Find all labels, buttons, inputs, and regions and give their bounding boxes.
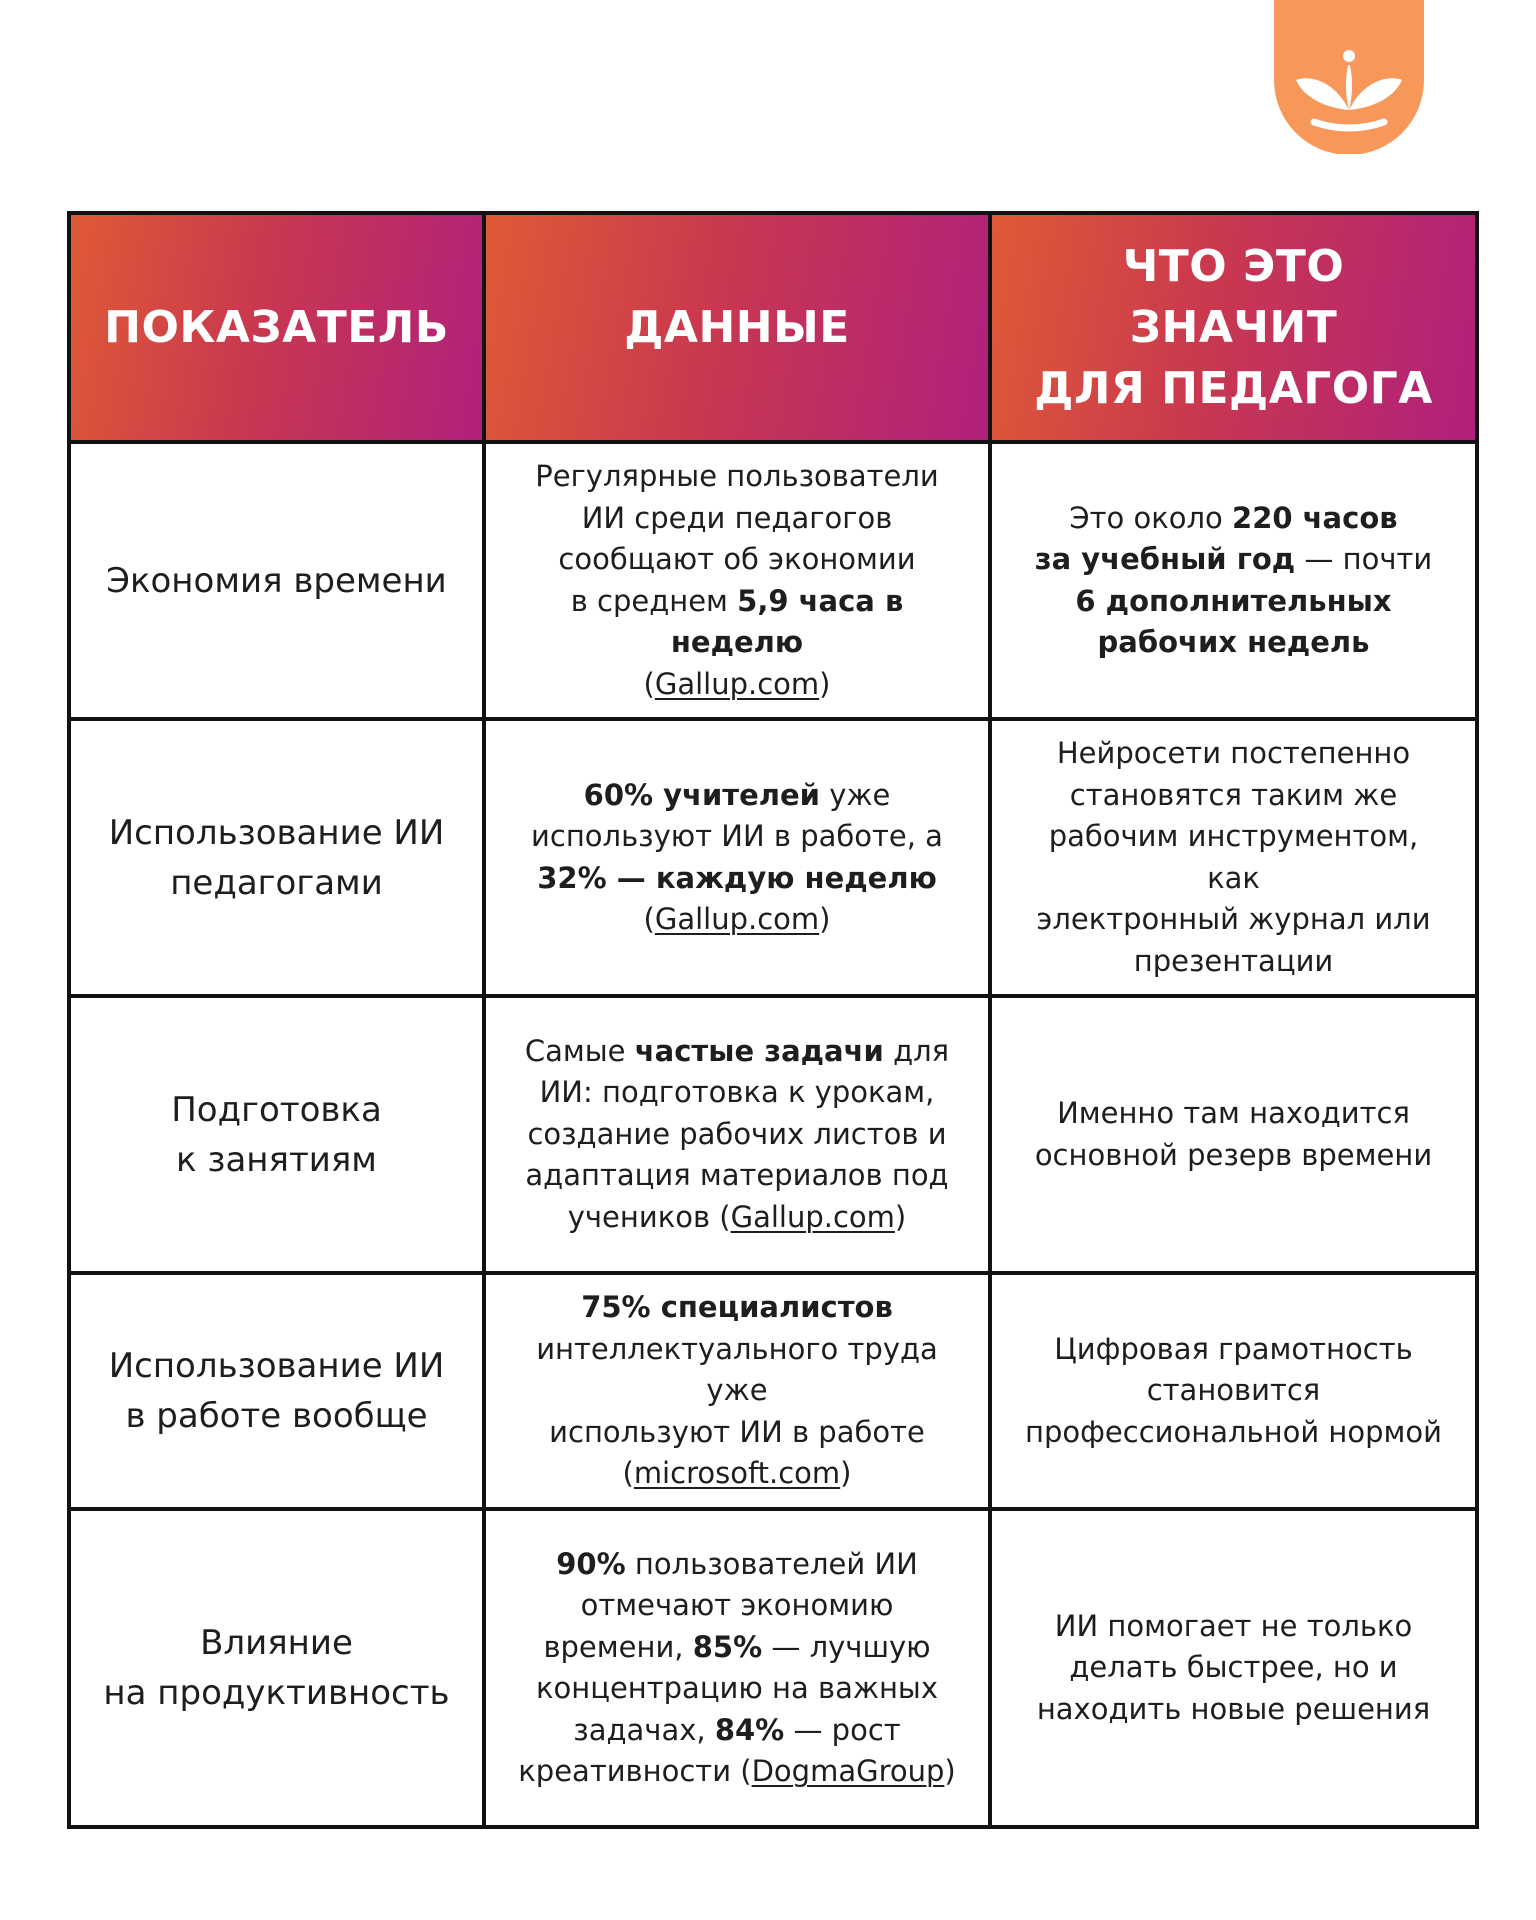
data-text: адаптация материалов под [525,1158,949,1193]
data-text: отмечают экономию [580,1588,894,1622]
table-row [69,996,1477,1273]
indicator-label: в работе вообще [125,1396,428,1436]
comparison-table [67,211,1479,1829]
indicator-cell [69,719,484,996]
meaning-text: Цифровая грамотность [1054,1331,1413,1366]
meaning-cell [990,719,1477,996]
table-row [69,1273,1477,1509]
meaning-highlight: 220 часов [1232,500,1398,535]
meaning-text: Именно там находится [1057,1096,1410,1130]
indicator-label: Использование ИИ [108,812,445,853]
source-link[interactable]: Gallup.com [730,1199,895,1234]
data-text: используют ИИ в работе [549,1414,925,1449]
meaning-text: ИИ помогает не только [1054,1608,1413,1643]
source-paren: ( [719,1199,731,1234]
source-paren: ) [819,666,831,701]
meaning-cell [990,996,1477,1273]
meaning-text: профессиональной нормой [1025,1414,1442,1449]
source-paren: ) [819,902,831,936]
source-link[interactable]: microsoft.com [633,1456,841,1491]
source-paren: ) [840,1456,852,1491]
data-highlight: 60% учителей [583,777,820,812]
data-cell [484,442,990,719]
meaning-text: Это около [1069,500,1233,535]
meaning-text: Нейросети постепенно [1056,736,1411,770]
indicator-cell [69,1509,484,1827]
indicator-cell [69,442,484,719]
indicator-cell [69,996,484,1273]
meaning-text: электронный журнал или [1036,902,1431,936]
source-paren: ( [740,1754,752,1788]
data-text: интеллектуального труда уже [536,1331,938,1408]
indicator-label: Экономия времени [106,560,447,601]
data-text: времени, [543,1629,693,1664]
header-row [69,213,1477,442]
data-text: сообщают об экономии [558,542,916,576]
header-meaning [990,213,1477,442]
data-text: задачах, [573,1712,715,1747]
header-data-label: ДАННЫЕ [624,302,850,353]
source-paren: ) [944,1754,956,1788]
indicator-label: Влияние [200,1623,353,1663]
logo-badge [1274,0,1424,154]
source-link[interactable]: DogmaGroup [751,1754,945,1788]
data-text: учеников [567,1199,720,1234]
data-text: для [883,1033,950,1068]
indicator-label: к занятиям [176,1139,377,1180]
meaning-text: презентации [1133,943,1334,978]
data-text: используют ИИ в работе, а [531,819,943,853]
source-paren: ( [622,1456,634,1491]
data-text: в среднем [570,583,738,618]
header-meaning-line: ДЛЯ ПЕДАГОГА [1034,363,1433,414]
sprout-icon [1274,0,1424,154]
data-text: уже [820,777,891,812]
meaning-highlight: 6 дополнительных [1075,583,1392,618]
data-text: ИИ: подготовка к урокам, [539,1075,935,1110]
data-text: Регулярные пользователи [535,459,939,493]
meaning-text: становятся таким же [1069,777,1398,812]
source-link[interactable]: Gallup.com [654,666,820,701]
data-text: концентрацию на важных [535,1671,938,1705]
data-highlight: 5,9 часа в неделю [670,583,904,659]
meaning-highlight: за учебный год [1034,542,1296,576]
indicator-label: педагогами [170,862,383,903]
indicator-cell [69,1273,484,1509]
table-row [69,442,1477,719]
table-body [69,442,1477,1827]
data-text: креативности [518,1754,741,1788]
data-highlight: частые задачи [634,1033,884,1068]
data-cell [484,1273,990,1509]
data-highlight: 85% [692,1629,763,1664]
data-text: создание рабочих листов и [527,1116,947,1151]
meaning-text: основной резерв времени [1034,1137,1433,1172]
indicator-label: Подготовка [171,1089,382,1130]
data-text: — лучшую [762,1629,931,1664]
meaning-text: — почти [1295,542,1433,576]
table-row [69,719,1477,996]
data-text: ИИ среди педагогов [581,500,893,535]
indicator-label: Использование ИИ [108,1346,445,1386]
source-link[interactable]: Gallup.com [654,902,820,936]
meaning-text: находить новые решения [1036,1691,1431,1726]
meaning-text: становится [1146,1373,1321,1408]
meaning-text: делать быстрее, но и [1069,1650,1398,1685]
data-highlight: 90% [556,1546,626,1581]
source-paren: ) [894,1199,907,1234]
data-cell [484,1509,990,1827]
header-meaning-line: ЧТО ЭТО ЗНАЧИТ [1122,241,1345,353]
data-text: пользователей ИИ [625,1546,918,1581]
meaning-cell [990,1273,1477,1509]
meaning-text: рабочим инструментом, как [1048,819,1419,895]
data-text: Самые [524,1033,635,1068]
header-indicator-label: ПОКАЗАТЕЛЬ [104,302,449,353]
table-row [69,1509,1477,1827]
comparison-table-wrap [67,211,1475,1829]
data-cell [484,719,990,996]
table-header [69,213,1477,442]
meaning-highlight: рабочих недель [1097,625,1370,659]
meaning-cell [990,442,1477,719]
data-cell [484,996,990,1273]
data-highlight: 32% — каждую неделю [537,860,937,895]
indicator-label: на продуктивность [103,1673,450,1713]
header-indicator [69,213,484,442]
source-paren: ( [643,902,655,936]
header-data [484,213,990,442]
source-paren: ( [643,666,655,701]
data-highlight: 75% специалистов [581,1290,893,1325]
meaning-cell [990,1509,1477,1827]
data-highlight: 84% [714,1712,785,1747]
data-text: — рост [784,1712,901,1747]
